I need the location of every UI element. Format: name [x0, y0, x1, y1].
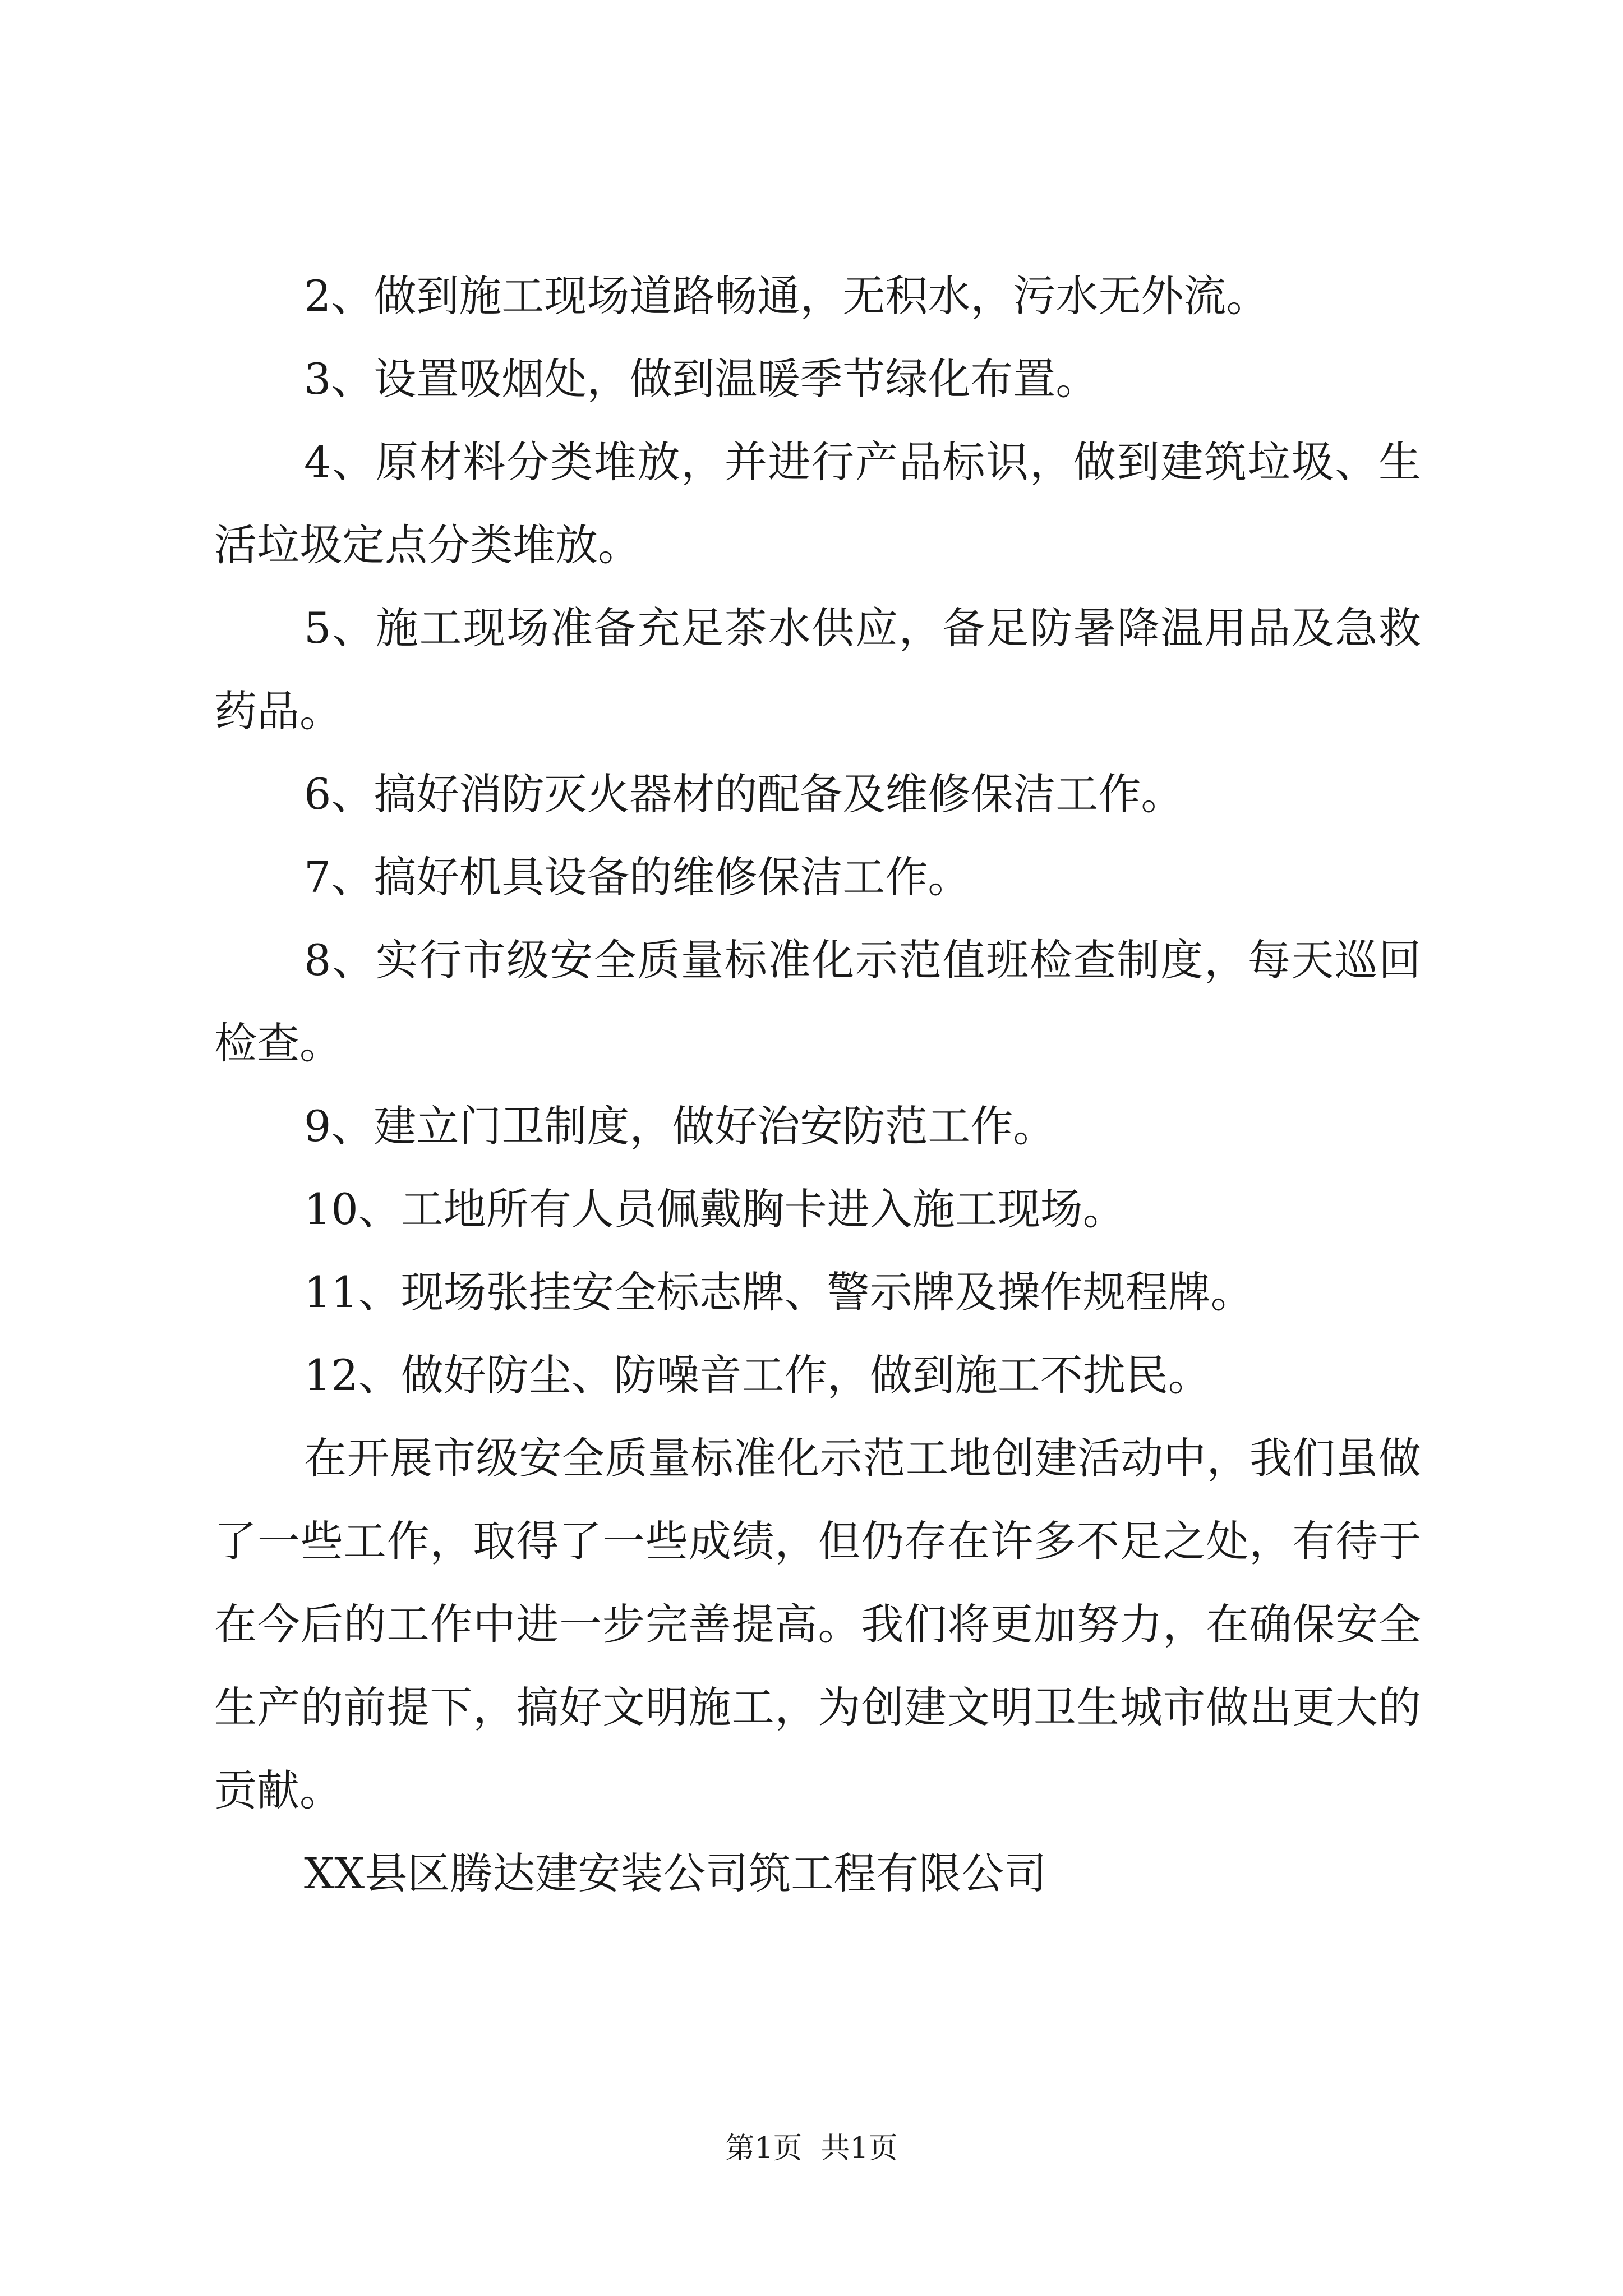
- document-body: [214, 255, 1421, 1915]
- paragraph-item-5: 5、施工现场准备充足茶水供应，备足防暑降温用品及急救药品。: [214, 603, 1421, 736]
- page-footer: [0, 2129, 1623, 2168]
- paragraph-item-2: 2、做到施工现场道路畅通，无积水，污水无外流。: [304, 271, 1269, 321]
- paragraph-item-6: 6、搞好消防灭火器材的配备及维修保洁工作。: [304, 769, 1184, 819]
- paragraph-item-9: 9、建立门卫制度，做好治安防范工作。: [304, 1101, 1056, 1151]
- company-signature: XX县区腾达建安装公司筑工程有限公司: [304, 1848, 1047, 1898]
- page-number: 第1页 共1页: [725, 2132, 898, 2165]
- paragraph-item-8: 8、实行市级安全质量标准化示范值班检查制度，每天巡回检查。: [214, 935, 1421, 1068]
- paragraph-item-12: 12、做好防尘、防噪音工作，做到施工不扰民。: [304, 1350, 1211, 1400]
- paragraph-item-11: 11、现场张挂安全标志牌、警示牌及操作规程牌。: [304, 1267, 1253, 1317]
- closing-paragraph: 在开展市级安全质量标准化示范工地创建活动中，我们虽做了一些工作，取得了一些成绩，但仍存在许多不足之处，有待于在今后的工作中进一步完善提高。我们将更加努力，在确保安全生产的前提下，搞好文明施工，为创建文明卫生城市做出更大的贡献。: [214, 1433, 1421, 1815]
- paragraph-item-7: 7、搞好机具设备的维修保洁工作。: [304, 852, 971, 902]
- paragraph-item-10: 10、工地所有人员佩戴胸卡进入施工现场。: [304, 1184, 1126, 1234]
- paragraph-item-4: 4、原材料分类堆放，并进行产品标识，做到建筑垃圾、生活垃圾定点分类堆放。: [214, 437, 1421, 570]
- paragraph-item-3: 3、设置吸烟处，做到温暖季节绿化布置。: [304, 354, 1099, 404]
